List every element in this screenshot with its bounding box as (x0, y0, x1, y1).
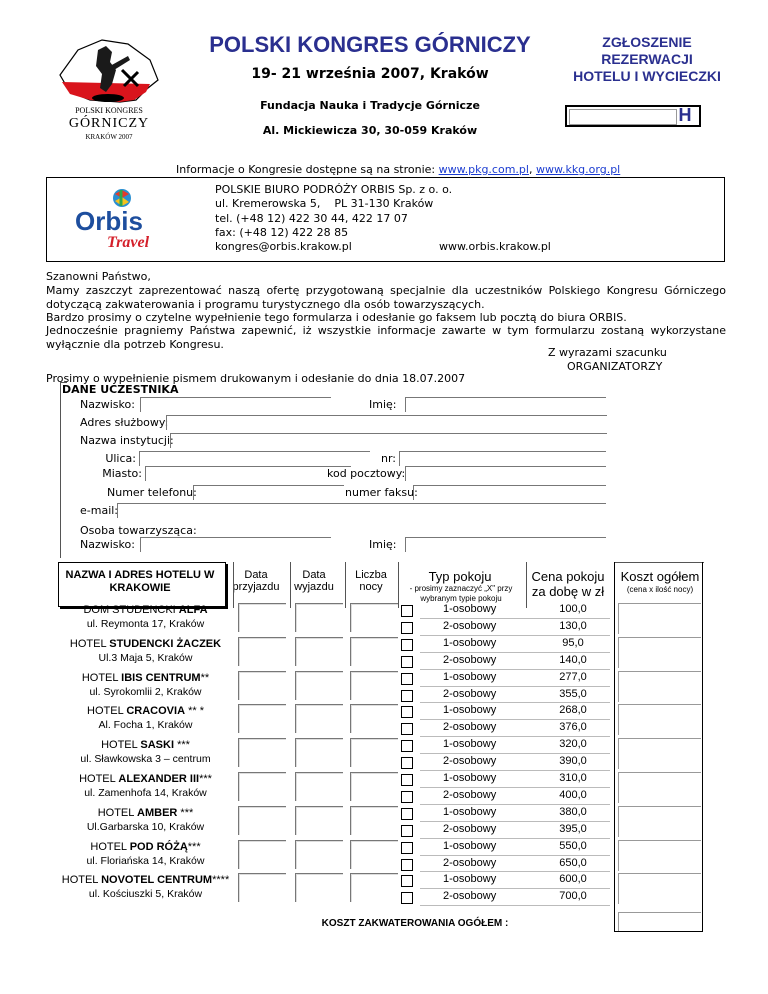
fax-field[interactable] (413, 485, 606, 500)
departure-date-field[interactable] (295, 873, 343, 902)
label-phone: Numer telefonu: (107, 486, 197, 499)
hotel-name (58, 773, 233, 785)
nights-field[interactable] (350, 840, 398, 869)
grand-total-label: KOSZT ZAKWATEROWANIA OGÓŁEM : (321, 918, 509, 929)
hotel-name-prefix: HOTEL (87, 705, 127, 718)
info-separator: , (528, 163, 533, 176)
room-row-line (420, 635, 610, 636)
hotel-stars: *** (177, 806, 194, 819)
label-companion-surname: Nazwisko: (80, 538, 135, 551)
room-price: 550,0 (559, 839, 587, 852)
departure-date-field[interactable] (295, 806, 343, 835)
orbis-line1: POLSKIE BIURO PODRÓŻY ORBIS Sp. z o. o. (215, 183, 453, 196)
total-cost-field[interactable] (618, 873, 701, 904)
info-prefix: Informacje o Kongresie dostępne są na stronie: (176, 163, 436, 176)
departure-date-field[interactable] (295, 671, 343, 700)
room-price: 400,0 (559, 788, 587, 801)
room-row-line (420, 838, 610, 839)
nights-field[interactable] (350, 671, 398, 700)
departure-date-field[interactable] (295, 772, 343, 801)
phone-field[interactable] (193, 485, 344, 500)
room-type: 1-osobowy (443, 839, 497, 852)
room-checkbox[interactable] (401, 757, 413, 769)
room-row-line (420, 669, 610, 670)
form-code-box (565, 105, 701, 127)
departure-date-field[interactable] (295, 603, 343, 632)
room-checkbox[interactable] (401, 774, 413, 786)
logo-text-main: GÓRNICZY (68, 116, 150, 131)
room-type: 2-osobowy (443, 687, 497, 700)
room-row-line (420, 618, 610, 619)
label-companion: Osoba towarzysząca: (80, 524, 197, 537)
hotel-name-main: ALEXANDER III (118, 773, 200, 785)
logo-text-bottom: KRAKÓW 2007 (85, 133, 133, 141)
departure-date-field[interactable] (295, 637, 343, 666)
nights-field[interactable] (350, 704, 398, 733)
letter-deadline: Prosimy o wypełnienie pismem drukowanym i odesłanie do dnia 18.07.2007 (46, 372, 466, 385)
room-price: 320,0 (559, 738, 587, 751)
room-checkbox[interactable] (401, 740, 413, 752)
hotel-name-main: CRACOVIA (126, 705, 186, 718)
total-cost-field[interactable] (618, 738, 701, 769)
room-checkbox[interactable] (401, 605, 413, 617)
letter-sign2: ORGANIZATORZY (567, 360, 663, 373)
col-sep (398, 562, 399, 608)
hotel-name-main: POD RÓŻĄ (129, 840, 188, 853)
header-room-note: - prosimy zaznaczyć „X" przy wybranym typie pokoju (409, 584, 513, 603)
logo-text-top: POLSKI KONGRES (75, 106, 143, 115)
institution-field[interactable] (170, 433, 607, 448)
name-field[interactable] (405, 397, 606, 412)
room-price: 355,0 (559, 687, 587, 700)
room-price: 700,0 (559, 890, 587, 903)
col-sep (345, 562, 346, 608)
email-field[interactable] (117, 503, 606, 518)
hotel-name-prefix: DOM STUDENCKI (83, 604, 179, 616)
departure-date-field[interactable] (295, 738, 343, 767)
header-nights: Liczba nocy (355, 569, 387, 593)
room-checkbox[interactable] (401, 791, 413, 803)
orbis-line4: fax: (+48 12) 422 28 85 (215, 226, 349, 239)
room-price: 95,0 (562, 636, 584, 649)
nights-field[interactable] (350, 738, 398, 767)
room-checkbox[interactable] (401, 808, 413, 820)
hotel-name-main: IBIS CENTRUM (121, 671, 201, 684)
orbis-web[interactable]: www.orbis.krakow.pl (439, 240, 551, 253)
room-row-line (420, 719, 610, 720)
orbis-logo-name: Orbis (75, 206, 143, 236)
letter-request: Bardzo prosimy o czytelne wypełnienie tego formularza i odesłanie go faksem lub pocztą do biura ORBIS. (46, 311, 627, 324)
hotel-name (58, 705, 233, 717)
room-checkbox[interactable] (401, 673, 413, 685)
total-cost-field[interactable] (618, 603, 701, 634)
arrival-date-field[interactable] (238, 806, 286, 835)
total-cost-field[interactable] (618, 840, 701, 871)
room-type: 1-osobowy (443, 738, 497, 751)
hotel-name-main: SASKI (140, 739, 175, 752)
room-price: 650,0 (559, 856, 587, 869)
room-price: 390,0 (559, 755, 587, 768)
hotel-stars: *** (199, 773, 212, 785)
hotel-name-prefix: HOTEL (79, 773, 119, 785)
hotel-name-main: STUDENCKI ŻACZEK (109, 637, 222, 650)
label-institution: Nazwa instytucji: (80, 434, 174, 447)
hotel-name-prefix: HOTEL (81, 671, 122, 684)
nights-field[interactable] (350, 873, 398, 902)
total-cost-field[interactable] (618, 772, 701, 803)
hotel-stars: *** (187, 840, 201, 853)
col-sep (233, 562, 234, 608)
hotel-address: Ul.Garbarska 10, Kraków (86, 820, 205, 833)
room-price: 380,0 (559, 805, 587, 818)
room-type: 2-osobowy (443, 788, 497, 801)
arrival-date-field[interactable] (238, 603, 286, 632)
hotel-name-main: ALFA (178, 604, 208, 616)
room-row-line (420, 736, 610, 737)
hotel-stars: ** * (185, 705, 204, 718)
departure-date-field[interactable] (295, 840, 343, 869)
hotel-name (58, 807, 233, 819)
congress-logo (50, 30, 168, 148)
letter-paragraph: Mamy zaszczyt zaprezentować naszą ofertę przygotowaną specjalnie dla uczestników Polskiego Kongresu Górniczego dotyczącą zakwaterowania i programu turystycznego dla osób towarzyszących. (46, 284, 726, 311)
room-type: 1-osobowy (443, 636, 497, 649)
room-checkbox[interactable] (401, 825, 413, 837)
room-price: 140,0 (559, 653, 587, 666)
room-type: 2-osobowy (443, 755, 497, 768)
room-row-line (420, 804, 610, 805)
departure-date-field[interactable] (295, 704, 343, 733)
nights-field[interactable] (350, 772, 398, 801)
room-checkbox[interactable] (401, 706, 413, 718)
orbis-email[interactable]: kongres@orbis.krakow.pl (215, 240, 352, 253)
header-hotel: NAZWA I ADRES HOTELU W KRAKOWIE (65, 569, 215, 594)
hotel-address: ul. Syrokomlii 2, Kraków (89, 685, 202, 698)
participant-box (60, 382, 67, 558)
label-postcode: kod pocztowy: (327, 467, 406, 480)
city-field[interactable] (145, 466, 351, 481)
room-row-line (420, 787, 610, 788)
label-companion-name: Imię: (369, 538, 397, 551)
arrival-date-field[interactable] (238, 671, 286, 700)
room-row-line (420, 905, 610, 906)
room-checkbox[interactable] (401, 723, 413, 735)
link-kkg[interactable]: www.kkg.org.pl (535, 163, 621, 176)
page-title: POLSKI KONGRES GÓRNICZY (209, 32, 531, 57)
hotel-name-prefix: HOTEL (90, 840, 130, 853)
hotel-name-main: AMBER (137, 806, 178, 819)
hotel-name (58, 638, 233, 650)
orbis-line2: ul. Kremerowska 5, PL 31-130 Kraków (215, 197, 434, 210)
hotel-name (58, 604, 233, 616)
header-price: Cena pokoju za dobę w zł (531, 569, 605, 599)
room-type: 2-osobowy (443, 653, 497, 666)
congress-dates: 19- 21 września 2007, Kraków (251, 66, 489, 82)
room-row-line (420, 821, 610, 822)
arrival-date-field[interactable] (238, 704, 286, 733)
total-cost-field[interactable] (618, 637, 701, 668)
room-row-line (420, 888, 610, 889)
room-checkbox[interactable] (401, 875, 413, 887)
hotel-address: ul. Reymonta 17, Kraków (86, 618, 205, 630)
label-email: e-mail: (80, 504, 119, 517)
label-surname: Nazwisko: (80, 398, 135, 411)
companion-name-field[interactable] (405, 537, 606, 552)
letter-assurance: Jednocześnie pragniemy Państwa zapewnić, iż wszystkie informacje zawarte w tym formularzu zostaną wykorzystane wyłącznie dla potrzeb Kongresu. (46, 324, 726, 351)
hotel-name (58, 874, 233, 886)
orbis-box (46, 177, 725, 262)
room-type: 1-osobowy (443, 805, 497, 818)
hotel-address: Al. Focha 1, Kraków (98, 719, 193, 732)
room-price: 600,0 (559, 873, 587, 886)
total-cost-field[interactable] (618, 671, 701, 702)
grand-total-field[interactable] (618, 912, 701, 931)
room-checkbox[interactable] (401, 859, 413, 871)
nights-field[interactable] (350, 603, 398, 632)
room-checkbox[interactable] (401, 639, 413, 651)
room-checkbox[interactable] (401, 690, 413, 702)
col-sep (526, 562, 527, 608)
hotel-name (58, 841, 233, 853)
room-checkbox[interactable] (401, 622, 413, 634)
room-type: 1-osobowy (443, 704, 497, 717)
label-street: Ulica: (105, 452, 136, 465)
hotel-name-header-box (58, 562, 226, 607)
label-number: nr: (380, 452, 396, 465)
postcode-field[interactable] (405, 466, 606, 481)
room-price: 100,0 (559, 603, 587, 615)
hotel-address: ul. Kościuszki 5, Kraków (88, 888, 203, 901)
total-cost-field[interactable] (618, 806, 701, 837)
arrival-date-field[interactable] (238, 873, 286, 902)
label-city: Miasto: (102, 467, 142, 480)
orbis-line3: tel. (+48 12) 422 30 44, 422 17 07 (215, 212, 408, 225)
companion-surname-field[interactable] (140, 537, 331, 552)
hotel-name-main: NOVOTEL CENTRUM (101, 874, 213, 887)
room-row-line (420, 855, 610, 856)
arrival-date-field[interactable] (238, 772, 286, 801)
hotel-stars: *** (174, 739, 190, 752)
header-arrival: Data przyjazdu (232, 569, 280, 593)
foundation-address: Al. Mickiewicza 30, 30-059 Kraków (262, 124, 478, 137)
room-price: 268,0 (559, 704, 587, 717)
hotel-address: ul. Floriańska 14, Kraków (86, 854, 205, 867)
room-checkbox[interactable] (401, 892, 413, 904)
room-row-line (420, 871, 610, 872)
letter-sign1: Z wyrazami szacunku (548, 346, 667, 359)
room-type: 2-osobowy (443, 856, 497, 869)
hotel-name-prefix: HOTEL (97, 806, 138, 819)
nights-field[interactable] (350, 637, 398, 666)
header-total: Koszt ogółem (620, 569, 700, 584)
surname-field[interactable] (140, 397, 331, 412)
total-cost-field[interactable] (618, 704, 701, 735)
link-pkg[interactable]: www.pkg.com.pl (438, 163, 529, 176)
room-type: 1-osobowy (443, 670, 497, 683)
room-type: 2-osobowy (443, 890, 497, 903)
room-type: 1-osobowy (443, 772, 497, 784)
label-name: Imię: (369, 398, 397, 411)
arrival-date-field[interactable] (238, 738, 286, 767)
hotel-stars: **** (212, 874, 230, 887)
room-row-line (420, 753, 610, 754)
room-row-line (420, 652, 610, 653)
room-type: 2-osobowy (443, 619, 497, 632)
hotel-address: ul. Zamenhofa 14, Kraków (84, 787, 207, 799)
room-price: 395,0 (559, 822, 587, 835)
form-title: ZGŁOSZENIE REZERWACJI HOTELU I WYCIECZKI (573, 34, 721, 84)
arrival-date-field[interactable] (238, 840, 286, 869)
participant-section-title: DANE UCZESTNIKA (62, 383, 179, 396)
header-total-note: (cena x ilość nocy) (626, 585, 694, 594)
room-row-line (420, 770, 610, 771)
hotel-stars: ** (200, 671, 210, 684)
label-fax: numer faksu: (345, 486, 418, 499)
room-row-line (420, 686, 610, 687)
hotel-name (58, 739, 233, 751)
form-code: H (678, 105, 692, 125)
work-address-field[interactable] (166, 415, 607, 430)
room-type: 2-osobowy (443, 822, 497, 835)
foundation-name: Fundacja Nauka i Tradycje Górnicze (260, 99, 480, 112)
room-row-line (420, 702, 610, 703)
room-price: 310,0 (559, 772, 587, 784)
nights-field[interactable] (350, 806, 398, 835)
room-price: 376,0 (559, 721, 587, 734)
hotel-name-prefix: HOTEL (101, 739, 141, 752)
info-line (176, 163, 620, 176)
room-checkbox[interactable] (401, 656, 413, 668)
room-type: 2-osobowy (443, 721, 497, 734)
arrival-date-field[interactable] (238, 637, 286, 666)
header-departure: Data wyjazdu (294, 569, 334, 593)
number-field[interactable] (399, 451, 606, 466)
col-sep (290, 562, 291, 608)
label-work-address: Adres służbowy: (80, 416, 169, 429)
hotel-name (58, 672, 233, 684)
orbis-logo (75, 186, 175, 256)
room-type: 1-osobowy (443, 873, 497, 886)
orbis-logo-sub: Travel (107, 234, 150, 251)
room-price: 130,0 (559, 619, 587, 632)
room-checkbox[interactable] (401, 842, 413, 854)
hotel-name-prefix: HOTEL (61, 874, 102, 887)
hotel-name-prefix: HOTEL (69, 637, 110, 650)
header-room-type: Typ pokoju (428, 569, 492, 584)
room-type: 1-osobowy (443, 603, 497, 615)
hotel-address: ul. Sławkowska 3 – centrum (80, 753, 211, 766)
hotel-address: Ul.3 Maja 5, Kraków (98, 651, 193, 664)
room-price: 277,0 (559, 670, 587, 683)
letter-greeting: Szanowni Państwo, (46, 270, 151, 283)
